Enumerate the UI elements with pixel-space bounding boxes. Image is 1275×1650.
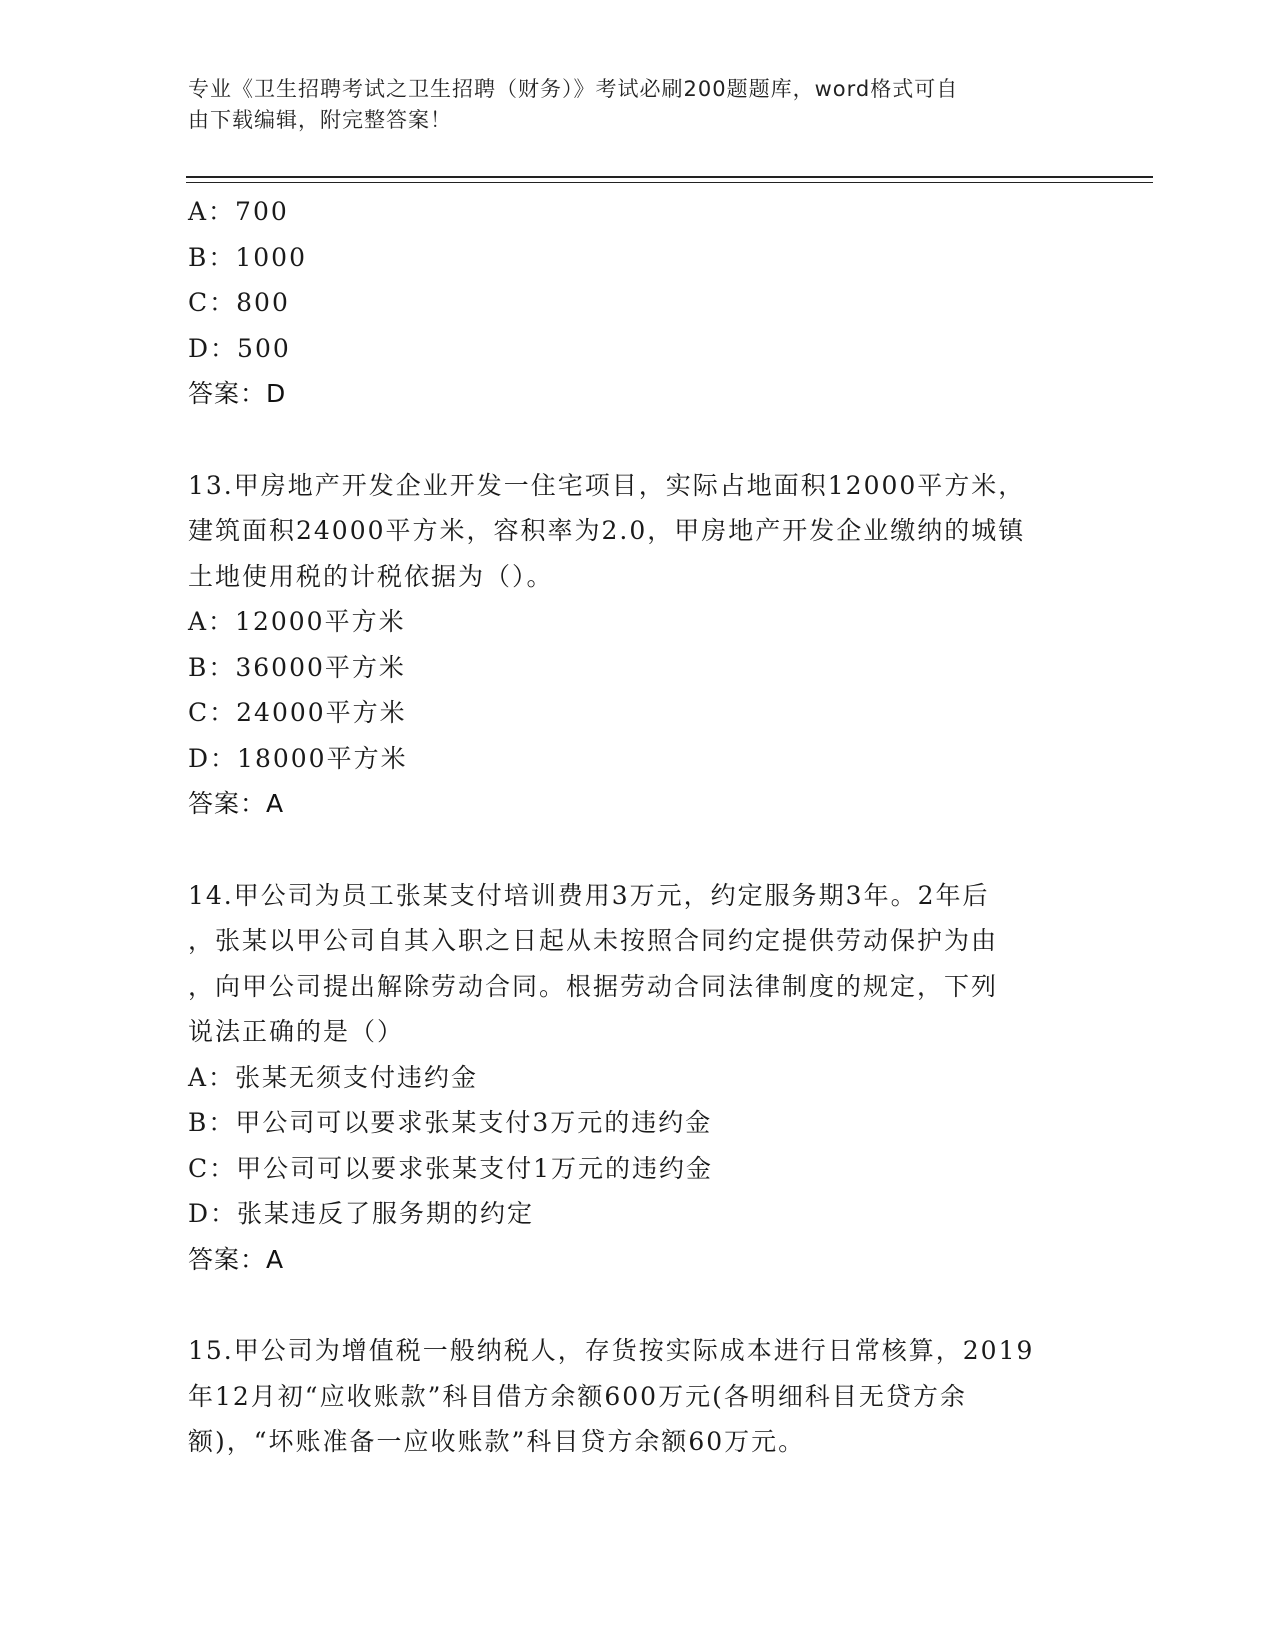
stem-line: 建筑面积24000平方米，容积率为2.0，甲房地产开发企业缴纳的城镇 — [188, 516, 1026, 545]
option-d: D：500 — [188, 333, 291, 363]
stem-line: 说法正确的是（） — [188, 1017, 405, 1046]
question-12 — [188, 189, 1088, 417]
question-stem — [188, 1328, 1088, 1465]
answer: 答案：D — [188, 379, 287, 408]
option-b: B：甲公司可以要求张某支付3万元的违约金 — [188, 1108, 713, 1137]
option-a: A：700 — [188, 197, 289, 226]
stem-line: 土地使用税的计税依据为（）。 — [188, 561, 554, 591]
header-line-2: 由下载编辑，附完整答案！ — [188, 108, 452, 132]
option-c: C：800 — [188, 288, 290, 317]
option-a: A：张某无须支付违约金 — [188, 1062, 479, 1092]
stem-line: 年12月初“应收账款”科目借方余额600万元(各明细科目无贷方余 — [188, 1381, 967, 1411]
question-stem — [188, 463, 1088, 600]
stem-line: ，张某以甲公司自其入职之日起从未按照合同约定提供劳动保护为由 — [188, 926, 999, 955]
question-15 — [188, 1328, 1088, 1465]
option-c: C：24000平方米 — [188, 698, 407, 727]
option-d: D：18000平方米 — [188, 743, 408, 773]
stem-line: 额)，“坏账准备一应收账款”科目贷方余额60万元。 — [188, 1427, 806, 1456]
option-b: B：1000 — [188, 242, 307, 272]
header-line-1: 专业《卫生招聘考试之卫生招聘（财务）》考试必刷200题题库，word格式可自 — [188, 77, 959, 101]
option-c: C：甲公司可以要求张某支付1万元的违约金 — [188, 1153, 714, 1183]
question-13 — [188, 463, 1088, 827]
header-divider-thick — [186, 176, 1153, 178]
stem-line: 15.甲公司为增值税一般纳税人，存货按实际成本进行日常核算，2019 — [188, 1336, 1035, 1365]
stem-line: ，向甲公司提出解除劳动合同。根据劳动合同法律制度的规定，下列 — [188, 971, 999, 1001]
stem-line: 13.甲房地产开发企业开发一住宅项目，实际占地面积12000平方米， — [188, 470, 1026, 500]
option-b: B：36000平方米 — [188, 652, 406, 682]
option-d: D：张某违反了服务期的约定 — [188, 1199, 535, 1228]
document-header — [188, 74, 1068, 136]
question-14 — [188, 873, 1088, 1283]
question-list — [188, 189, 1088, 1465]
header-divider-thin — [186, 182, 1153, 183]
stem-line: 14.甲公司为员工张某支付培训费用3万元，约定服务期3年。2年后 — [188, 880, 990, 910]
answer: 答案：A — [188, 1244, 285, 1274]
answer: 答案：A — [188, 789, 285, 818]
option-a: A：12000平方米 — [188, 607, 406, 636]
question-stem — [188, 873, 1088, 1055]
